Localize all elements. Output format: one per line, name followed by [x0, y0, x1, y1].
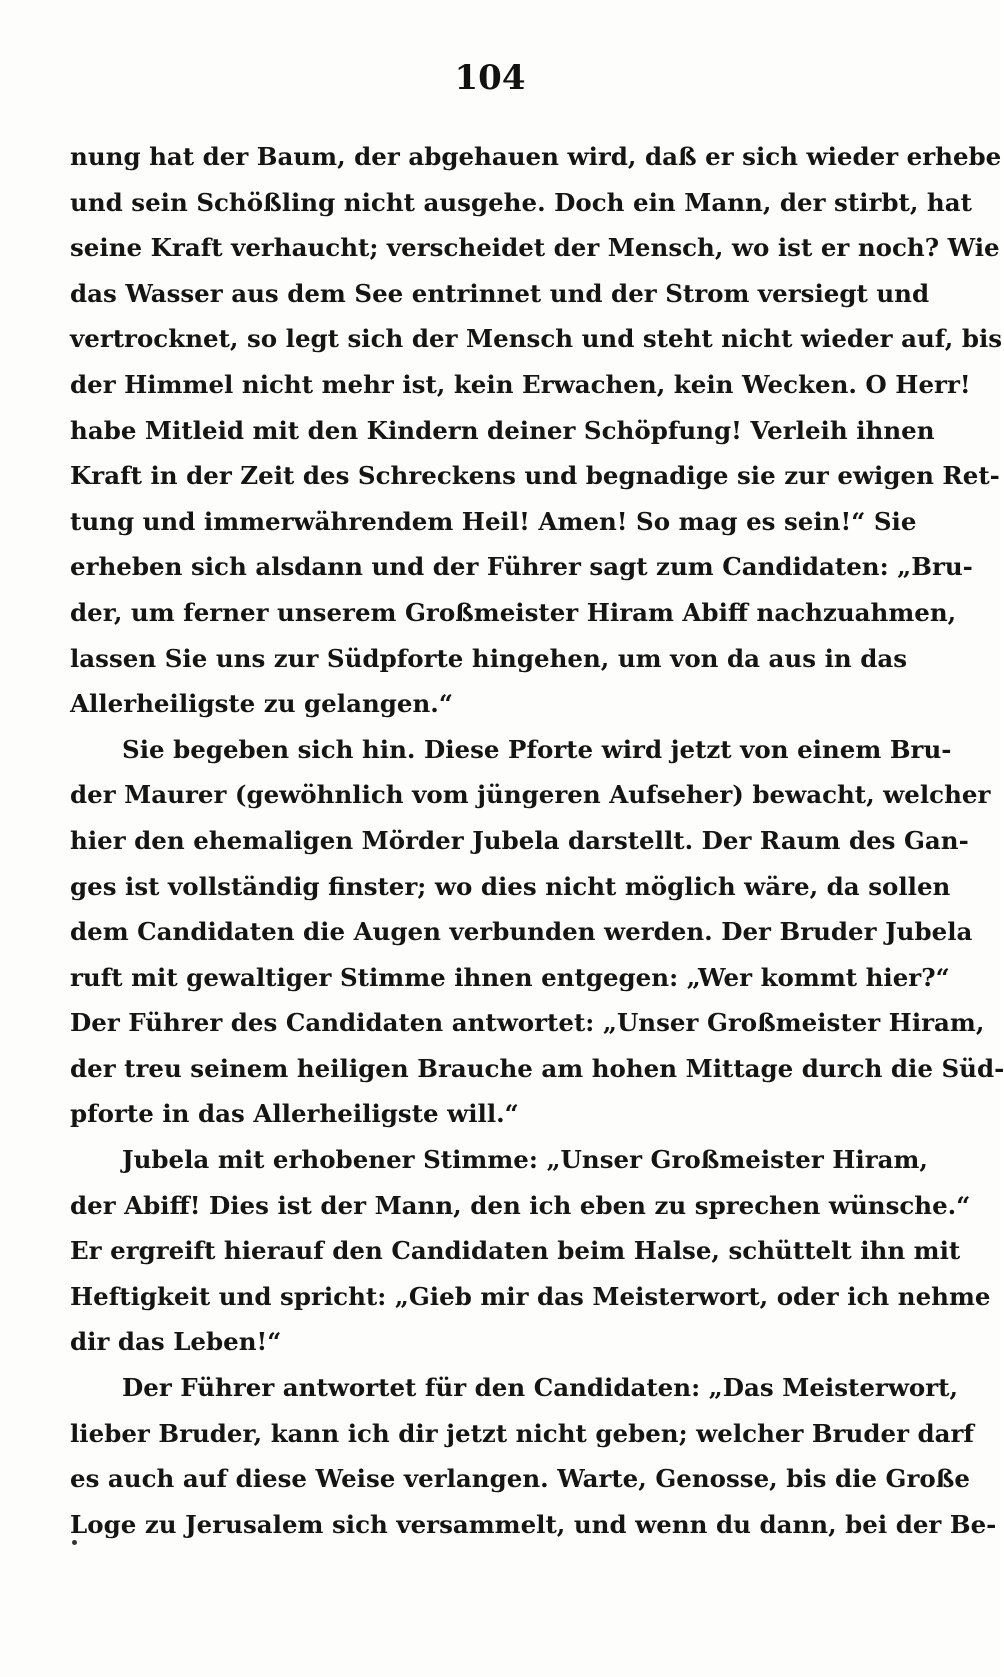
text-line: vertrocknet, so legt sich der Mensch und steht nicht wieder auf, bis: [70, 324, 1003, 354]
text-line: Er ergreift hierauf den Candidaten beim Halse, schüttelt ihn mit: [70, 1236, 961, 1266]
text-line: der, um ferner unserem Großmeister Hiram Abiff nachzuahmen,: [70, 597, 957, 627]
text-line: der Himmel nicht mehr ist, kein Erwachen, kein Wecken. O Herr!: [70, 369, 971, 399]
text-line: Loge zu Jerusalem sich versammelt, und wenn du dann, bei der Be-: [70, 1509, 997, 1539]
text-line: und sein Schößling nicht ausgehe. Doch ein Mann, der stirbt, hat: [70, 187, 972, 217]
page-number: 104: [454, 58, 526, 98]
text-line: dem Candidaten die Augen verbunden werden. Der Bruder Jubela: [70, 917, 973, 947]
text-line: der Abiff! Dies ist der Mann, den ich eben zu sprechen wünsche.“: [70, 1190, 971, 1220]
text-line: das Wasser aus dem See entrinnet und der Strom versiegt und: [70, 278, 930, 308]
text-line: Allerheiligste zu gelangen.“: [70, 689, 453, 719]
text-line: lassen Sie uns zur Südpforte hingehen, um von da aus in das: [70, 643, 908, 673]
text-line: hier den ehemaligen Mörder Jubela darstellt. Der Raum des Gan-: [70, 825, 969, 855]
text-line: Heftigkeit und spricht: „Gieb mir das Meisterwort, oder ich nehme: [70, 1281, 991, 1311]
text-line: es auch auf diese Weise verlangen. Warte, Genosse, bis die Große: [70, 1464, 970, 1494]
ink-speck: [72, 1540, 77, 1545]
text-line: der treu seinem heiligen Brauche am hohen Mittage durch die Süd-: [70, 1053, 1004, 1083]
text-line: dir das Leben!“: [70, 1327, 282, 1357]
text-line: Jubela mit erhobener Stimme: „Unser Großmeister Hiram,: [122, 1145, 928, 1175]
text-line: ruft mit gewaltiger Stimme ihnen entgegen: „Wer kommt hier?“: [70, 962, 950, 992]
text-line: habe Mitleid mit den Kindern deiner Schöpfung! Verleih ihnen: [70, 415, 935, 445]
text-line: ges ist vollständig finster; wo dies nicht möglich wäre, da sollen: [70, 871, 951, 901]
body-text: [70, 134, 1004, 1547]
text-line: Der Führer antwortet für den Candidaten: „Das Meisterwort,: [122, 1373, 959, 1403]
text-line: seine Kraft verhaucht; verscheidet der Mensch, wo ist er noch? Wie: [70, 233, 1000, 263]
text-line: erheben sich alsdann und der Führer sagt zum Candidaten: „Bru-: [70, 552, 973, 582]
text-line: Kraft in der Zeit des Schreckens und begnadige sie zur ewigen Ret-: [70, 461, 1000, 491]
text-line: Der Führer des Candidaten antwortet: „Unser Großmeister Hiram,: [70, 1008, 985, 1038]
text-line: pforte in das Allerheiligste will.“: [70, 1099, 519, 1129]
text-line: nung hat der Baum, der abgehauen wird, daß er sich wieder erhebe: [70, 142, 1002, 171]
text-line: der Maurer (gewöhnlich vom jüngeren Aufseher) bewacht, welcher: [70, 780, 991, 810]
text-line: tung und immerwährendem Heil! Amen! So mag es sein!“ Sie: [70, 506, 917, 536]
text-line: Sie begeben sich hin. Diese Pforte wird jetzt von einem Bru-: [122, 734, 952, 764]
text-line: lieber Bruder, kann ich dir jetzt nicht geben; welcher Bruder darf: [70, 1418, 974, 1448]
